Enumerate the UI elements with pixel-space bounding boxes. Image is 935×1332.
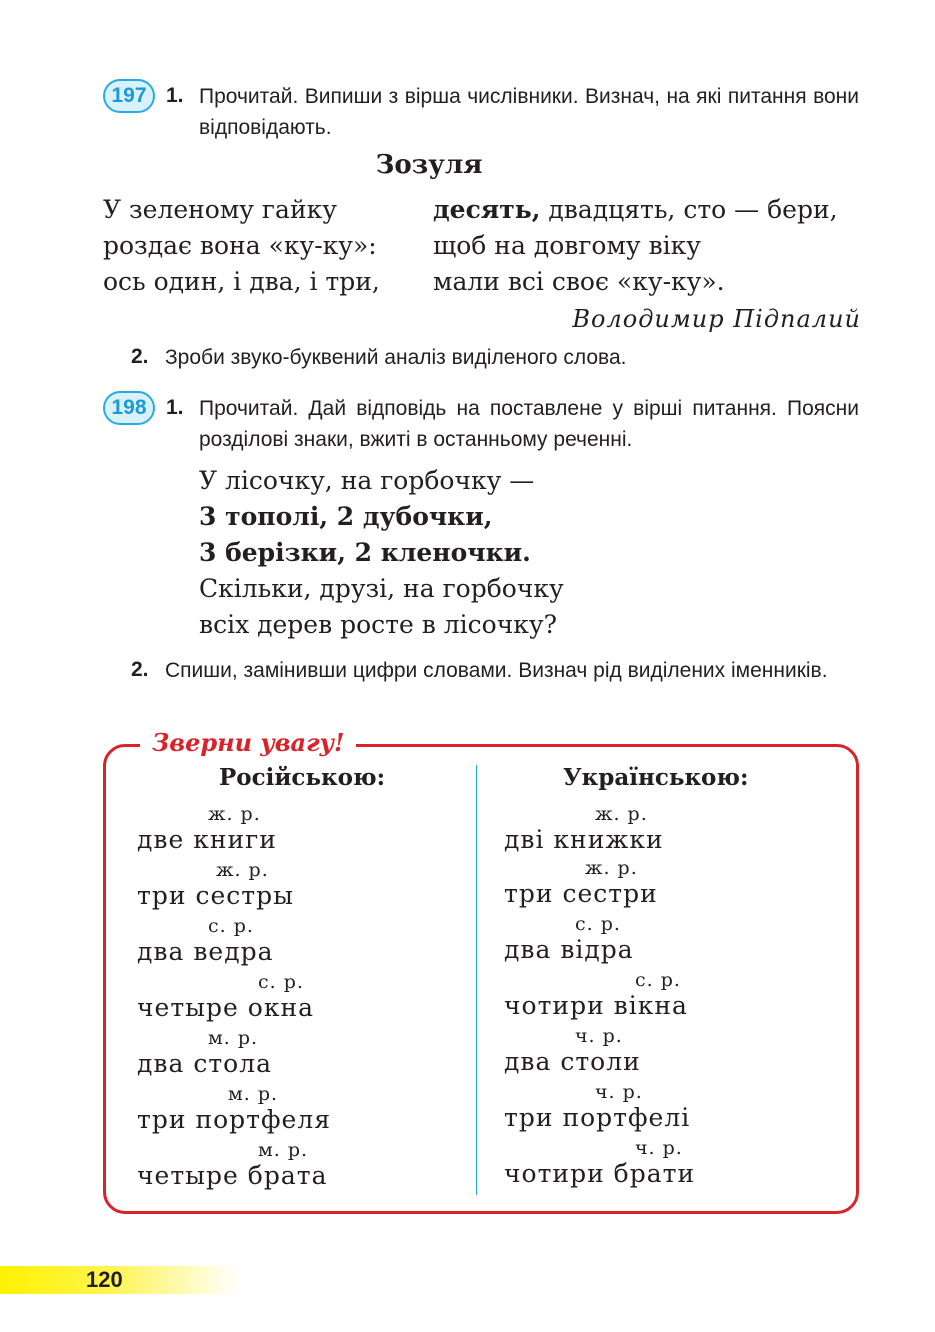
gender-mark: ч. р. xyxy=(575,1025,623,1047)
task-number: 1. xyxy=(166,396,184,419)
gender-mark: с. р. xyxy=(635,969,681,991)
poem-author: Володимир Підпалий xyxy=(572,305,861,333)
poem-line: всіх дерев росте в лісочку? xyxy=(199,610,557,639)
gender-mark: м. р. xyxy=(258,1139,309,1161)
poem-198 xyxy=(199,463,564,643)
exercise-number-197: 197 xyxy=(103,79,155,113)
task-number: 1. xyxy=(166,84,184,107)
russian-heading: Російською: xyxy=(219,764,386,791)
poem-line: мали всі своє «ку-ку». xyxy=(433,267,725,296)
gender-mark: ж. р. xyxy=(595,803,648,825)
russian-phrase: четыре брата xyxy=(137,1161,328,1190)
ukrainian-phrase: три сестри xyxy=(504,879,658,908)
task-number: 2. xyxy=(131,658,149,681)
poem-line: ось один, і два, і три, xyxy=(103,267,380,296)
task-text: Прочитай. Випиши з вірша числівники. Визнач, на які питання вони відповідають. xyxy=(199,85,859,139)
ukrainian-phrase: два столи xyxy=(504,1047,641,1076)
poem-line: десять, двадцять, сто — бери, xyxy=(433,195,838,224)
column-divider xyxy=(476,765,477,1195)
task-text: Прочитай. Дай відповідь на поставлене у вірші питання. Поясни розділові знаки, вжиті в останньому реченні. xyxy=(199,397,859,451)
ukrainian-phrase: два відра xyxy=(504,935,634,964)
task-text: Спиши, замінивши цифри словами. Визнач рід виділених іменників. xyxy=(165,659,828,682)
task-text: Зроби звуко-буквений аналіз виділеного слова. xyxy=(165,346,627,369)
russian-phrase: три сестры xyxy=(137,881,294,910)
ukrainian-heading: Українською: xyxy=(563,764,749,791)
gender-mark: ч. р. xyxy=(595,1081,643,1103)
ukrainian-phrase: чотири вікна xyxy=(504,991,688,1020)
exercise-number-198: 198 xyxy=(103,391,155,425)
russian-phrase: две книги xyxy=(137,825,277,854)
highlighted-word: десять, xyxy=(433,195,541,224)
ukrainian-phrase: три портфелі xyxy=(504,1103,691,1132)
gender-mark: с. р. xyxy=(258,971,304,993)
task-number: 2. xyxy=(131,345,149,368)
poem-line: Скільки, друзі, на горбочку xyxy=(199,574,564,603)
poem-line: щоб на довгому віку xyxy=(433,231,701,260)
page-number: 120 xyxy=(86,1267,123,1292)
gender-mark: ж. р. xyxy=(585,857,638,879)
gender-mark: м. р. xyxy=(208,1027,259,1049)
poem-line: У лісочку, на горбочку — xyxy=(199,466,535,495)
gender-mark: ж. р. xyxy=(208,803,261,825)
russian-phrase: четыре окна xyxy=(137,993,315,1022)
gender-mark: с. р. xyxy=(208,915,254,937)
notice-title: Зверни увагу! xyxy=(140,728,356,757)
poem-line-bold: 3 берізки, 2 кленочки. xyxy=(199,538,531,567)
poem-line: У зеленому гайку xyxy=(103,195,337,224)
russian-phrase: три портфеля xyxy=(137,1105,332,1134)
poem-title: Зозуля xyxy=(375,150,483,180)
gender-mark: ч. р. xyxy=(635,1137,683,1159)
poem-line-bold: 3 тополі, 2 дубочки, xyxy=(199,502,493,531)
ukrainian-phrase: дві книжки xyxy=(504,825,664,854)
poem-line: роздає вона «ку-ку»: xyxy=(103,231,377,260)
gender-mark: с. р. xyxy=(575,913,621,935)
russian-phrase: два стола xyxy=(137,1049,272,1078)
poem-right-column xyxy=(433,192,838,300)
gender-mark: м. р. xyxy=(228,1083,279,1105)
poem-left-column xyxy=(103,192,380,300)
ukrainian-phrase: чотири брати xyxy=(504,1159,696,1188)
gender-mark: ж. р. xyxy=(216,859,269,881)
russian-phrase: два ведра xyxy=(137,937,274,966)
